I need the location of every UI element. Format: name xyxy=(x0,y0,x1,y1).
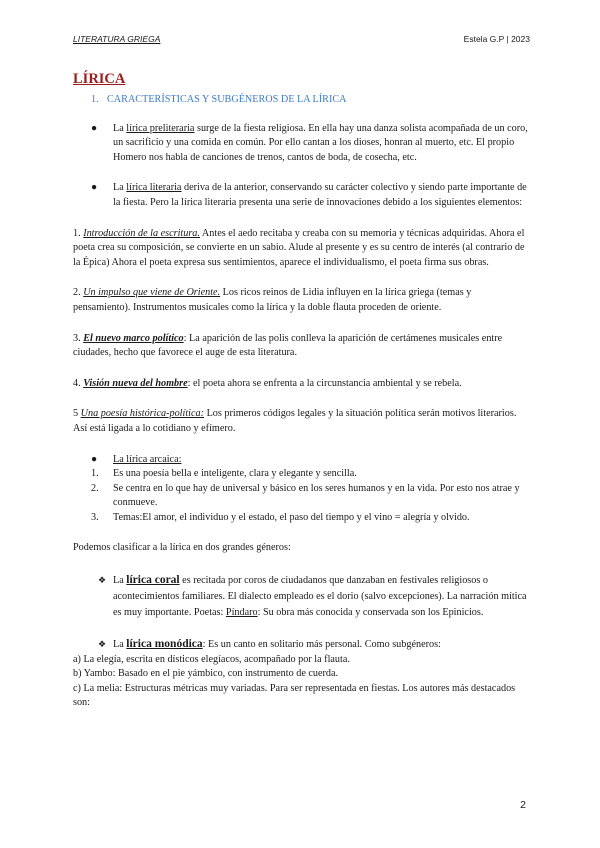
item-text: Los ricos reinos de Lidia influyen en la lírica griega (temas y pensamiento). Instrumentos musicales como la lírica y la doble flauta proceden de oriente. xyxy=(73,287,472,313)
bullet-dot-icon: ● xyxy=(91,122,98,134)
item-number: 2. xyxy=(73,287,84,299)
item-heading: El nuevo marco político xyxy=(83,332,184,344)
term-preliteraria: lírica preliteraria xyxy=(126,122,195,134)
list-number: 1. xyxy=(91,468,99,480)
section-number: 1. xyxy=(91,94,99,105)
header-right: Estela G.P | 2023 xyxy=(463,34,530,44)
item-number: 1. xyxy=(73,227,84,239)
text: La xyxy=(113,182,127,194)
text: : Su obra más conocida y conservada son los Epinicios. xyxy=(257,607,484,619)
list-text: Se centra en lo que hay de universal y básico en los seres humanos y en la vida. Por esto nos atrae y conmueve. xyxy=(113,482,520,509)
clasificar-text: Podemos clasificar a la lírica en dos grandes géneros: xyxy=(73,542,291,554)
bullet-dot-icon: ● xyxy=(91,453,98,465)
section-heading xyxy=(73,93,529,108)
item-text: : La aparición de las polis conlleva la aparición de certámenes musicales entre ciudades, hecho que favorece el auge de esta literatura. xyxy=(73,332,503,359)
page-title: LÍRICA xyxy=(73,71,126,87)
item-number: 3. xyxy=(73,332,84,344)
item-escritura xyxy=(73,227,529,271)
item-heading: Visión nueva del hombre xyxy=(83,377,188,389)
item-politico xyxy=(73,332,529,361)
bullet-arcaica xyxy=(73,453,529,468)
item-text: Los primeros códigos legales y la situación política serán motivos literarios. Así está ligada a lo cotidiano y efímero. xyxy=(73,408,517,434)
text: es recitada por coros de ciudadanos que danzaban en festivales religiosos o acontecimientos familiares. El dialecto empleado es el dorio (salvo excepciones). La narración mítica es muy importante. Poetas: xyxy=(113,575,527,619)
item-number: 5 xyxy=(73,408,81,420)
item-text: : el poeta ahora se enfrenta a la circunstancia ambiental y se rebela. xyxy=(187,377,462,389)
item-heading: Introducción de la escritura. xyxy=(83,227,200,239)
item-number: 4. xyxy=(73,377,84,389)
list-number: 3. xyxy=(91,511,99,523)
page-number: 2 xyxy=(520,799,526,811)
bullet-preliteraria xyxy=(73,122,529,166)
diamond-bullet-icon: ❖ xyxy=(98,575,107,586)
term-coral: lírica coral xyxy=(126,574,180,587)
term-monodica: lírica monódica xyxy=(126,638,203,651)
term-literaria: lírica literaria xyxy=(126,182,182,194)
text: deriva de la anterior, conservando su carácter colectivo y siendo parte importante de la fiesta. Pero la lírica literaria presenta una serie de innovaciones debido a los siguientes elementos: xyxy=(113,182,527,208)
list-item xyxy=(73,482,529,511)
text: La xyxy=(113,122,127,134)
item-text: Antes el aedo recitaba y creaba con su memoria y técnicas adquiridas. Ahora el poeta crea su composición, se convierte en un sabio. Alude al presente y es su centro de interés (al contrario de la Épica) Ahora el poeta expresa sus sentimientos, aparece el individualismo, el poeta firma sus obras. xyxy=(73,227,525,268)
list-number: 2. xyxy=(91,482,99,494)
bullet-literaria xyxy=(73,181,529,210)
item-hombre xyxy=(73,377,529,392)
text: surge de la fiesta religiosa. En ella hay una danza solista acompañada de un coro, un sacrificio y una comida en común. Por ello cantan a los dioses, honran al muerto, etc. El propio Homero nos habla de canciones de trenos, cantos de boda, de cosecha, etc. xyxy=(113,122,528,163)
header-left: LITERATURA GRIEGA xyxy=(73,34,161,44)
subgenre-yambo: b) Yambo: Basado en el pie yámbico, con instrumento de cuerda. xyxy=(73,668,339,680)
section-heading-text: CARACTERÍSTICAS Y SUBGÉNEROS DE LA LÍRICA xyxy=(107,94,347,105)
list-item xyxy=(73,467,529,482)
item-oriente xyxy=(73,286,529,315)
arcaica-label: La lírica arcaica: xyxy=(113,453,182,465)
item-heading: Un impulso que viene de Oriente. xyxy=(83,287,221,299)
text: La xyxy=(113,639,127,651)
diamond-bullet-icon: ❖ xyxy=(98,639,107,650)
monodica-paragraph xyxy=(73,637,529,653)
subgenre-elegia: a) La elegía, escrita en dísticos elegíacos, acompañado por la flauta. xyxy=(73,653,350,665)
text: : Es un canto en solitario más personal. Como subgéneros: xyxy=(202,639,441,651)
text: La xyxy=(113,575,127,587)
list-item xyxy=(73,511,529,526)
coral-paragraph xyxy=(73,572,529,621)
bullet-dot-icon: ● xyxy=(91,182,98,194)
page-header xyxy=(73,34,530,44)
document-body xyxy=(73,70,529,711)
poet-pindaro: Píndaro xyxy=(225,607,258,619)
list-text: Temas:El amor, el individuo y el estado, el paso del tiempo y el vino = alegría y olvido. xyxy=(113,511,470,523)
item-historica xyxy=(73,407,529,436)
list-text: Es una poesía bella e inteligente, clara y elegante y sencilla. xyxy=(113,468,357,480)
subgenre-melia: c) La melia: Estructuras métricas muy variadas. Para ser representada en fiestas. Los autores más destacados son: xyxy=(73,682,516,709)
item-heading: Una poesía histórica-política: xyxy=(80,408,205,420)
